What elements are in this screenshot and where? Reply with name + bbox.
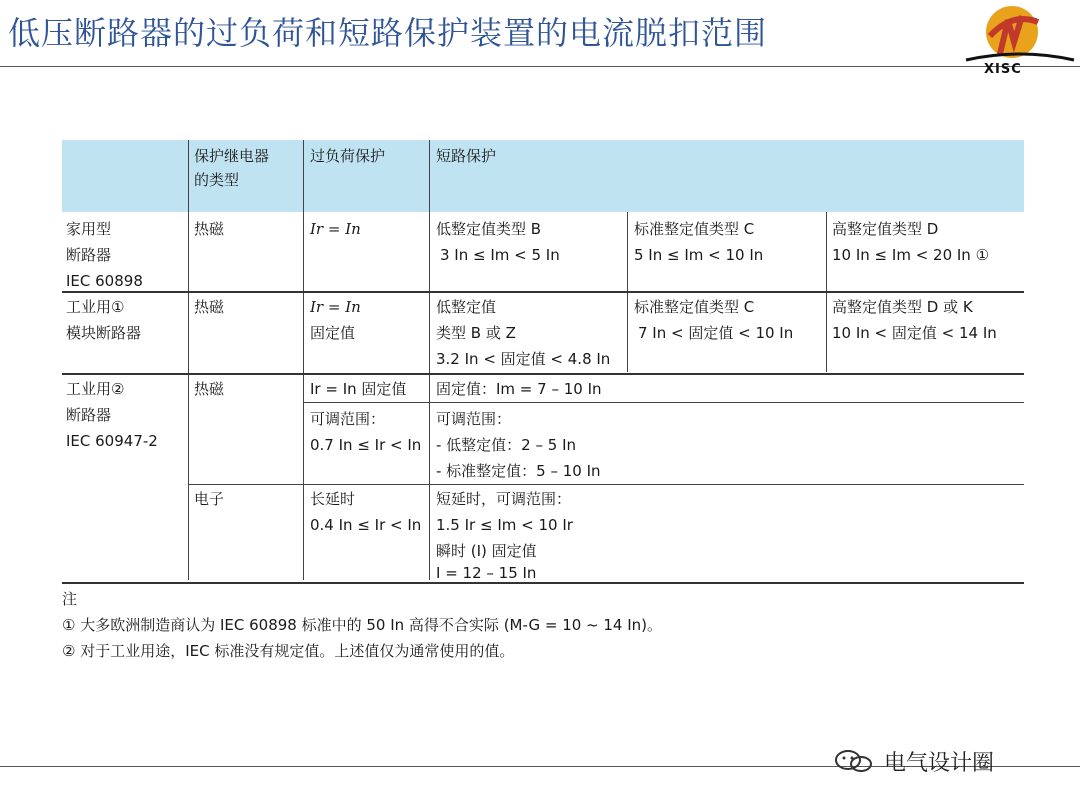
row3a1-short-circuit: 固定值：Im = 7 – 10 In <box>436 380 602 398</box>
row3a2-overload-1: 可调范围： <box>310 410 386 428</box>
col-divider-2 <box>303 140 304 580</box>
header-overload: 过负荷保护 <box>310 147 386 165</box>
row2-sc-low-3: 3.2 In < 固定值 < 4.8 In <box>436 350 611 368</box>
row3b-sc-1: 短延时，可调范围： <box>436 490 572 508</box>
logo-text: XISC <box>984 62 1022 77</box>
row-divider-2 <box>62 373 1024 375</box>
row3b-sc-4: I = 12 – 15 In <box>436 564 537 582</box>
row3-type-2: 断路器 <box>66 406 112 424</box>
table-bottom-rule <box>62 582 1024 584</box>
row2-overload-2: 固定值 <box>310 324 356 342</box>
row3-type-3: IEC 60947-2 <box>66 432 158 450</box>
header-short-circuit: 短路保护 <box>436 147 497 165</box>
row3b-sc-2: 1.5 Ir ≤ Im < 10 Ir <box>436 516 573 534</box>
notes-heading: 注 <box>62 590 78 608</box>
row2-type-2: 模块断路器 <box>66 324 142 342</box>
row2-sc-std-1: 标准整定值类型 C <box>634 298 755 316</box>
row3a2-sc-3: - 标准整定值：5 – 10 In <box>436 462 601 480</box>
row3a1-overload: Ir = In 固定值 <box>310 380 407 398</box>
row2-sc-low-2: 类型 B 或 Z <box>436 324 516 342</box>
col-divider-1 <box>188 140 189 580</box>
row1-type-2: 断路器 <box>66 246 112 264</box>
row3-type-1: 工业用② <box>66 380 125 398</box>
row1-sc-low-2: 3 In ≤ Im < 5 In <box>440 246 560 264</box>
row3-relay-electronic: 电子 <box>194 490 225 508</box>
row2-type-1: 工业用① <box>66 298 125 316</box>
row2-sc-std-2: 7 In < 固定值 < 10 In <box>638 324 794 342</box>
row2-overload-1: Ir = In <box>310 298 361 316</box>
row1-overload: Ir = In <box>310 220 361 238</box>
row1-type-1: 家用型 <box>66 220 112 238</box>
row2-sc-high-2: 10 In < 固定值 < 14 In <box>832 324 997 342</box>
title-divider <box>0 66 1080 67</box>
header-relay-type-2: 的类型 <box>194 171 240 189</box>
row3-relay-thermal: 热磁 <box>194 380 225 398</box>
row3b-sc-3: 瞬时 (I) 固定值 <box>436 542 537 560</box>
row3b-overload-2: 0.4 In ≤ Ir < In <box>310 516 422 534</box>
row1-sc-low-1: 低整定值类型 B <box>436 220 542 238</box>
note-2: ② 对于工业用途，IEC 标准没有规定值。上述值仅为通常使用的值。 <box>62 642 515 660</box>
row3b-overload-1: 长延时 <box>310 490 356 508</box>
row-divider-1 <box>62 291 1024 293</box>
row1-relay: 热磁 <box>194 220 225 238</box>
wechat-icon <box>832 748 878 774</box>
row3a2-sc-2: - 低整定值：2 – 5 In <box>436 436 577 454</box>
col-divider-3 <box>429 140 430 580</box>
table-notes <box>62 586 662 664</box>
page-title: 低压断路器的过负荷和短路保护装置的电流脱扣范围 <box>8 14 768 52</box>
watermark-text: 电气设计圈 <box>884 751 995 776</box>
row3a2-sc-1: 可调范围： <box>436 410 512 428</box>
row2-sc-high-1: 高整定值类型 D 或 K <box>832 298 973 316</box>
row1-sc-high-2: 10 In ≤ Im < 20 In ① <box>832 246 990 264</box>
row3-subdivider-1 <box>303 402 1024 403</box>
header-relay-type: 保护继电器 <box>194 147 270 165</box>
row2-sc-low-1: 低整定值 <box>436 298 497 316</box>
row1-sc-std-2: 5 In ≤ Im < 10 In <box>634 246 764 264</box>
row1-sc-high-1: 高整定值类型 D <box>832 220 939 238</box>
row1-type-3: IEC 60898 <box>66 272 143 290</box>
row1-sc-std-1: 标准整定值类型 C <box>634 220 755 238</box>
row3a2-overload-2: 0.7 In ≤ Ir < In <box>310 436 422 454</box>
row3-subdivider-2 <box>188 484 1024 485</box>
note-1: ① 大多欧洲制造商认为 IEC 60898 标准中的 50 In 高得不合实际 (M-G = 10 ~ 14 In)。 <box>62 616 663 634</box>
trip-range-table <box>62 140 1024 584</box>
row2-relay: 热磁 <box>194 298 225 316</box>
